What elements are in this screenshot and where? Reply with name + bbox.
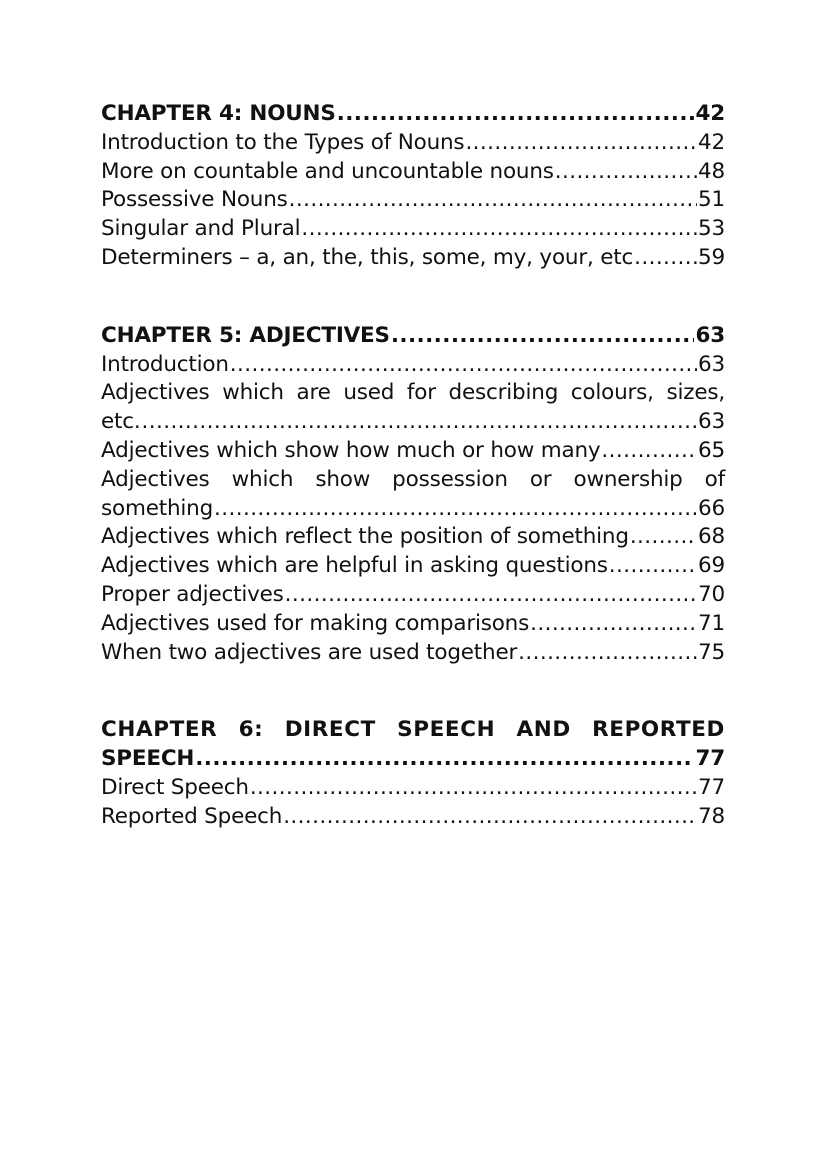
dot-leader (283, 803, 697, 832)
page-number: 63 (698, 409, 725, 435)
entry-title-continued: something (101, 495, 214, 521)
toc-entry[interactable] (101, 244, 725, 273)
dot-leader (634, 244, 697, 273)
toc-entry[interactable] (101, 495, 725, 524)
entry-title: Introduction to the Types of Nouns (101, 129, 465, 155)
chapter-heading-link[interactable] (101, 745, 725, 774)
toc-entry[interactable] (101, 581, 725, 610)
chapter-heading: CHAPTER 4: NOUNS (101, 101, 336, 126)
entry-title: More on countable and uncountable nouns (101, 158, 554, 184)
dot-leader (250, 774, 697, 803)
chapter-heading-link[interactable] (101, 100, 725, 129)
chapter-5-section (101, 322, 725, 668)
page-number: 71 (698, 610, 725, 636)
page-number: 63 (695, 322, 725, 348)
entry-title-line[interactable]: Adjectives which are used for describing colours, sizes, (101, 380, 725, 406)
entry-title: Direct Speech (101, 774, 249, 800)
entry-title: Reported Speech (101, 803, 283, 829)
chapter-heading[interactable]: CHAPTER 6: DIRECT SPEECH AND REPORTED (101, 717, 725, 743)
toc-entry[interactable] (101, 552, 725, 581)
dot-leader (142, 408, 698, 437)
page-number: 63 (698, 351, 725, 377)
entry-title: Singular and Plural (101, 216, 301, 242)
page-number: 66 (698, 495, 725, 521)
dot-leader (214, 495, 697, 524)
entry-title: Adjectives which reflect the position of something (101, 524, 629, 550)
page-number: 65 (698, 437, 725, 463)
page-number: 59 (698, 244, 725, 270)
toc-entry[interactable] (101, 610, 725, 639)
entry-title: Adjectives which show how much or how many (101, 437, 601, 463)
chapter-6-section (101, 716, 725, 831)
dot-leader (609, 552, 697, 581)
page-number: 42 (695, 101, 725, 126)
entry-title: When two adjectives are used together (101, 639, 518, 665)
toc-entry[interactable] (101, 408, 725, 437)
page-number: 70 (698, 581, 725, 607)
toc-entry[interactable] (101, 437, 725, 466)
toc-entry[interactable] (101, 215, 725, 244)
page-number: 53 (698, 216, 725, 242)
chapter-heading-continued: SPEECH (101, 746, 195, 772)
entry-title: Introduction (101, 351, 229, 377)
entry-title: Proper adjectives (101, 581, 284, 607)
toc-entry[interactable] (101, 523, 725, 552)
toc-entry[interactable] (101, 129, 725, 158)
page-number: 42 (698, 129, 725, 155)
entry-title: Adjectives used for making comparisons (101, 610, 530, 636)
dot-leader (555, 158, 697, 187)
page-number: 68 (698, 524, 725, 550)
dot-leader (337, 100, 695, 129)
chapter-4-section (101, 100, 725, 273)
toc-entry[interactable] (101, 186, 725, 215)
table-of-contents (101, 100, 725, 881)
dot-leader (518, 639, 697, 668)
page-number: 77 (698, 774, 725, 800)
dot-leader (301, 215, 697, 244)
toc-entry[interactable] (101, 774, 725, 803)
dot-leader (230, 351, 697, 380)
entry-title: Adjectives which are helpful in asking questions (101, 553, 608, 579)
dot-leader (289, 186, 697, 215)
chapter-heading: CHAPTER 5: ADJECTIVES (101, 322, 390, 348)
page-number: 51 (698, 187, 725, 213)
page-number: 69 (698, 553, 725, 579)
dot-leader (630, 523, 697, 552)
dot-leader (195, 745, 694, 774)
toc-entry[interactable] (101, 639, 725, 668)
page-number: 75 (698, 639, 725, 665)
dot-leader (285, 581, 697, 610)
dot-leader (465, 129, 697, 158)
dot-leader (391, 322, 695, 351)
dot-leader (530, 610, 697, 639)
toc-entry[interactable] (101, 803, 725, 832)
toc-entry[interactable] (101, 351, 725, 380)
entry-title-line[interactable]: Adjectives which show possession or ownership of (101, 466, 725, 492)
entry-title: Determiners – a, an, the, this, some, my, your, etc (101, 244, 634, 270)
chapter-heading-link[interactable] (101, 322, 725, 351)
toc-entry[interactable] (101, 158, 725, 187)
page-number: 77 (695, 746, 725, 772)
page-number: 48 (698, 158, 725, 184)
entry-title: Possessive Nouns (101, 187, 288, 213)
entry-title-continued: etc. (101, 409, 141, 435)
page-number: 78 (698, 803, 725, 829)
dot-leader (601, 437, 697, 466)
